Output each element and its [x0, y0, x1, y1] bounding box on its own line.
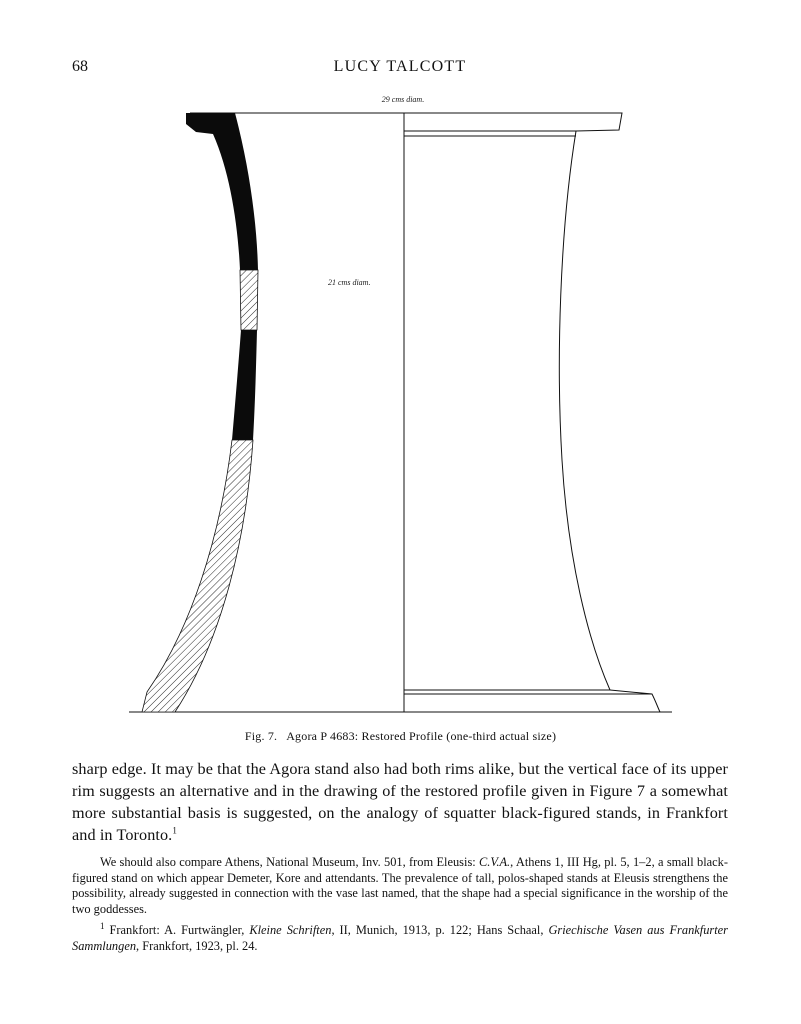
running-title: LUCY TALCOTT [333, 58, 467, 75]
footnote-mark: 1 [100, 920, 105, 931]
profile-section-black-middle [232, 330, 257, 440]
note-paragraph: We should also compare Athens, National Museum, Inv. 501, from Eleusis: C.V.A., Athens 1, III Hg, pl. 5, 1–2, a small black-figured stand on which appear Demeter, Kore and attendants. The prevalence of tall, polos-shaped stands at Eleusis strengthens the possibility, already suggested in connection with the vase last named, that the shape had a special significance in the worship of the two goddesses. [72, 855, 728, 916]
body-paragraph: sharp edge. It may be that the Agora stand also had both rims alike, but the vertical face of its upper rim suggests an alternative and in the drawing of the restored profile given in Figure 7 a somewhat more substantial basis is suggested, on the analogy of squatter black-figured stands, in Frankfort and in Toronto.$^1$ [72, 760, 728, 844]
mid-diameter-label: 21 cms diam. [328, 278, 371, 287]
restored-base-foot [610, 690, 660, 712]
page-number: 68 [72, 58, 88, 75]
top-diameter-label: 29 cms diam. [381, 95, 425, 104]
footnote-ref: 1 [172, 825, 177, 836]
restored-body-curve [559, 131, 610, 690]
restored-top-rim [404, 113, 622, 131]
figure-caption: Fig. 7. Agora P 4683: Restored Profile (one-third actual size) [244, 729, 557, 743]
profile-section-black-upper [186, 113, 258, 270]
profile-section-hatched-2 [142, 440, 253, 712]
footnote-1: $^1$ Frankfort: A. Furtwängler, Kleine Schriften, II, Munich, 1913, p. 122; Hans Schaal, Griechische Vasen aus Frankfurter Sammlungen, Frankfort, 1923, pl. 24. [72, 920, 728, 953]
profile-section-hatched-1 [240, 270, 258, 330]
